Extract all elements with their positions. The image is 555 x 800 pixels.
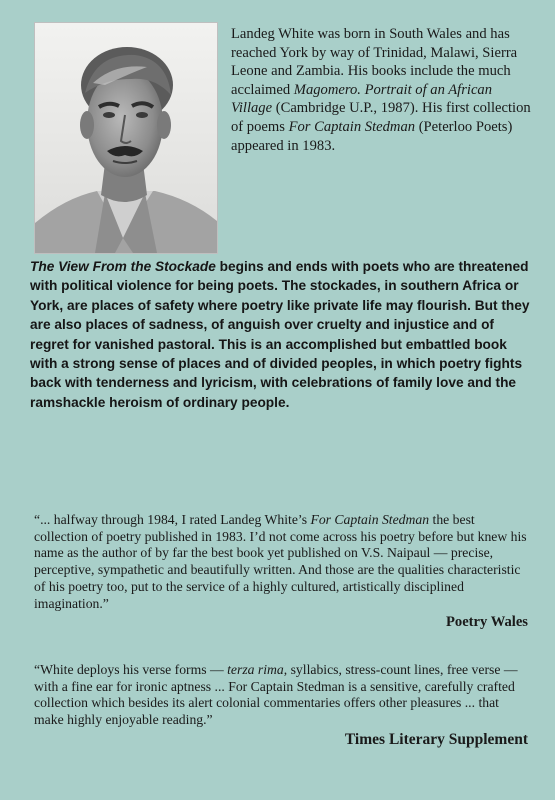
- book-description: [30, 257, 530, 412]
- book-title: Magomero. Portrait of an African Village: [231, 81, 493, 117]
- author-bio: [231, 25, 531, 155]
- poems-title: For Captain Stedman: [288, 118, 416, 135]
- author-bio-paragraph: Landeg White was born in South Wales and has reached York by way of Trinidad, Malawi, Sierra Leone and Zambia. His books include the much acclaimed Magomero. Portrait of an African Village (Cambridge U.P., 1987). His first collection of poems For Captain Stedman (Peterloo Poets) appeared in 1983.: [231, 26, 531, 154]
- review-source: Times Literary Supplement: [344, 730, 528, 748]
- book-description-paragraph: The View From the Stockade begins and ends with poets who are threatened with political violence for being poets. The stockades, in southern Africa or York, are places of safety where poetry like private life may flourish. But they are also places of sadness, of anguish over cruelty and injustice and of regret for vanished pastoral. This is an accomplished but embattled book with a strong sense of places and of divided peoples, in which poetry fights back with tenderness and lyricism, with celebrations of family love and the ramshackle heroism of ordinary people.: [30, 259, 530, 410]
- author-portrait-image: [35, 23, 217, 253]
- review-text: “... halfway through 1984, I rated Landeg White’s For Captain Stedman the best collection of poetry published in 1983. I’d not come across his poetry before but knew his name as the author of by far the best book yet published on V.S. Naipaul — precise, perceptive, sympathetic and beautifully written. And those are the qualities characteristic of his poetry too, put to the service of a highly cultured, artistically disciplined imagination.”: [34, 512, 527, 611]
- review-quote-2: [34, 662, 528, 749]
- review-quote-1: [34, 512, 528, 631]
- author-photo: [34, 22, 218, 254]
- review-text: “White deploys his verse forms — terza rima, syllabics, stress-count lines, free verse — with a fine ear for ironic aptness ... For Captain Stedman is a sensitive, carefully crafted collection which besides its alert colonial commentaries offers other pleasures ... that make highly enjoyable reading.”: [34, 662, 518, 728]
- review-source: Poetry Wales: [445, 614, 528, 631]
- book-description-title: The View From the Stockade: [30, 259, 216, 274]
